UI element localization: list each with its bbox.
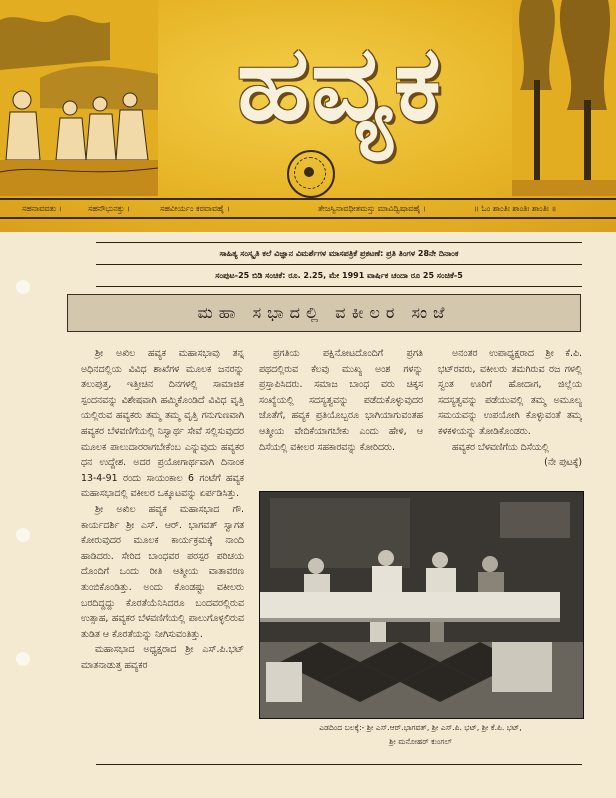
- meeting-photo: [259, 491, 584, 719]
- paragraph: ಪ್ರಗತಿಯ ಪಕ್ಷಿನೋಟದೊಂದಿಗೆ ಪ್ರಗತಿ ಪಥದಲ್ಲಿರುವ ಕೆಲವು ಮುಖ್ಯ ಅಂಶ ಗಳನ್ನು ಪ್ರಸ್ತಾಪಿಸಿದರು. ಸಮಾಜ ಬಾಂಧ ವರು ಚಿಕ್ಕಸ ಸಂಖ್ಯೆಯಲ್ಲಿ ಸದಸ್ಯತ್ವವನ್ನು ಪಡೆದುಕೊಳ್ಳುವುದರ ಜೊತೆಗೆ, ಹವ್ಯಕ ಪ್ರತಿಯೊಬ್ಬರೂ ಭಾಗಿಯಾಗುವಂತಹ ಆತ್ಮೀಯ ವೇದಿಕೆಯಾಗಬೇಕು ಎಂದು ಹೇಳಿ, ಆ ದಿಸೆಯಲ್ಲಿ ವಕೀಲರ ಸಹಕಾರವನ್ನು ಕೋರಿದರು.: [259, 348, 423, 453]
- trees-illustration: [512, 0, 616, 196]
- motto-part-3: ಸಹವೀರ್ಯಂ ಕರವಾವಹೈ ।: [160, 204, 230, 213]
- paragraph: ಶ್ರೀ ಅಖಿಲ ಹವ್ಯಕ ಮಹಾಸಭಾದ ಗೌ. ಕಾರ್ಯದರ್ಶಿ ಶ್ರೀ ಎಸ್. ಆರ್. ಭಾಗವತ್ ಸ್ವಾಗತ ಕೋರುವುದರ ಮೂಲಕ ಕಾರ್ಯಕ್ರಮಕ್ಕೆ ನಾಂದಿ ಹಾಡಿದರು. ಸೇರಿದ ಬಾಂಧವರ ಪರಸ್ಪರ ಪರಿಚಯ ದೊಂದಿಗೆ ಒಂದು ರೀತಿ ಆತ್ಮೀಯ ವಾತಾವರಣ ತುಂಬಿಕೊಂಡಿತ್ತು. ಅಂದು ಕೊಂಡಷ್ಟು ವಕೀಲರು ಬರದಿದ್ದದ್ದು ಕೊರತೆಯೆನಿಸಿದರೂ ಬಂದವರಲ್ಲಿರುವ ಉತ್ಸಾಹ, ಹವ್ಯಕರ ಬೆಳವಣಿಗೆಯಲ್ಲಿ ಪಾಲುಗೊಳ್ಳಲಿರುವ ತುಡಿತ ಆ ಕೊರತೆಯನ್ನು ನೀಗಿಸುವಂತಿತ್ತು.: [81, 503, 244, 640]
- bottom-rule: [96, 764, 582, 765]
- paragraph: ಹವ್ಯಕರ ಬೆಳವಣಿಗೆಯ ದಿಸೆಯಲ್ಲಿ: [452, 441, 549, 453]
- article-column-3: [438, 346, 582, 486]
- paragraph: ಶ್ರೀ ಅಖಿಲ ಹವ್ಯಕ ಮಹಾಸಭಾವು ತನ್ನ ಅಧಿನದಲ್ಲಿಯ ವಿವಿಧ ಶಾಖೆಗಳ ಮೂಲಕ ಜನರನ್ನು ತಲುಪುತ್ತ, ಇತ್ತೀಚಿನ ದಿನಗಳಲ್ಲಿ ಸಾಮಾಜಿಕ ಸ್ಪಂದನವನ್ನು ವಿಶೇಷವಾಗಿ ಹಮ್ಮಿಕೊಂಡಿದೆ ವಿವಿಧ ವೃತ್ತಿ ಯಲ್ಲಿರುವ ಹವ್ಯಕರು ತಮ್ಮ ತಮ್ಮ ವೃತ್ತಿ ಗನುಗುಣವಾಗಿ ಹವ್ಯಕರ ಬೆಳವಣಿಗೆಯಲ್ಲಿ ನಿಸ್ವಾರ್ಥ ಸೇವೆ ಸಲ್ಲಿಸುವುದರ ಮೂಲಕ ಪಾಲುದಾರರಾಗಬೇಕೆಂಬ ಎನ್ನುವುದು ಹವ್ಯಕರ ಧನ ಉದ್ದೇಶ. ಅದರ ಪ್ರಯೋಗಾರ್ಥವಾಗಿ ದಿನಾಂಕ 13-4-91 ರಂದು ಸಾಯಂಕಾಲ 6 ಗಂಟೆಗೆ ಹವ್ಯಕ ಮಹಾಸಭಾದಲ್ಲಿ ವಕೀಲರ ಒಕ್ಕೂಟವನ್ನು ಏರ್ಪಡಿಸಿತ್ತು.: [81, 348, 244, 500]
- punch-hole: [16, 280, 30, 294]
- article-column-2: [259, 346, 423, 486]
- motto-part-4: ತೇಜಸ್ವಿನಾವಧೀತಮಸ್ತು ಮಾವಿದ್ವಿಷಾವಹೈ ।: [318, 204, 427, 213]
- article-column-1: [81, 346, 244, 726]
- motto-part-2: ಸಹನೌಭುನಕ್ತು ।: [88, 204, 131, 213]
- issue-info: ಸಂಪುಟ-25 ಬಿಡಿ ಸಂಚಿಕೆ: ರೂ. 2.25, ಮೇ 1991 ವಾರ್ಷಿಕ ಚಂದಾ ರೂ 25 ಸಂಚಿಕೆ-5: [215, 271, 463, 280]
- info-bottom-rule: [96, 286, 582, 287]
- punch-hole: [16, 528, 30, 542]
- sages-illustration: [0, 0, 158, 196]
- society-seal: [287, 150, 335, 198]
- motto-part-5: ॥ ಓಂ ಶಾಂತಿಃ ಶಾಂತಿಃ ಶಾಂತಿಃ ॥: [474, 204, 557, 213]
- masthead: [0, 0, 616, 232]
- caption-line-2: ಶ್ರೀ ಮನೋಹರ್ ಕುಂಗಲ್: [389, 737, 452, 746]
- info-middle-rule: [96, 264, 582, 265]
- photo-caption: [259, 721, 582, 749]
- punch-hole: [16, 652, 30, 666]
- article-headline: ಮಹಾ ಸಭಾದಲ್ಲಿ ವಕೀಲರ ಸಂಜೆ: [67, 294, 581, 332]
- motto-bottom-rule: [0, 217, 616, 219]
- continued-note: (ನೇ ಪುಟಕ್ಕೆ): [544, 457, 582, 469]
- magazine-title: ಹವ್ಯಕ: [237, 21, 443, 144]
- paragraph: ಮಹಾಸಭಾದ ಅಧ್ಯಕ್ಷರಾದ ಶ್ರೀ ಎಸ್.ಪಿ.ಭಟ್ ಮಾತನಾಡುತ್ತ ಹವ್ಯಕರ: [81, 644, 244, 671]
- caption-line-1: ಎಡದಿಂದ ಬಲಕ್ಕೆ:- ಶ್ರೀ ಎಸ್.ಆರ್.ಭಾಗವತ್, ಶ್ರೀ ಎಸ್.ಪಿ. ಭಟ್, ಶ್ರೀ ಕೆ.ಪಿ. ಭಟ್,: [319, 723, 522, 732]
- info-top-rule: [96, 242, 582, 243]
- paragraph: ಅನಂತರ ಉಪಾಧ್ಯಕ್ಷರಾದ ಶ್ರೀ ಕೆ.ಪಿ. ಭಟ್‌ರವರು, ವಕೀಲರು ತಮಗಿರುವ ರಜ ಗಳಲ್ಲಿ ಸ್ವಂತ ಊರಿಗೆ ಹೋದಾಗ, ಜಿಲ್ಲೆಯ ಸದಸ್ಯತ್ವವನ್ನು ಪಡೆಯುವಲ್ಲಿ ತಮ್ಮ ಅಮೂಲ್ಯ ಸಮಯವನ್ನು ಉಪಯೋಗಿ ಕೊಳ್ಳುವಂತೆ ತಮ್ಮ ಕಳಕಳಿಯನ್ನು ತೋಡಿಕೊಂಡರು.: [438, 348, 582, 437]
- publication-info: ಸಾಹಿತ್ಯ ಸಂಸ್ಕೃತಿ ಕಲೆ ವಿಜ್ಞಾನ ವಿಮರ್ಶೆಗಳ ಮಾಸಪತ್ರಿಕೆ ಪ್ರಕಟಣೆ: ಪ್ರತಿ ತಿಂಗಳ 28ನೇ ದಿನಾಂಕ: [219, 249, 459, 258]
- motto-top-rule: [0, 198, 616, 200]
- motto-part-1: ಸಹನಾವವತು ।: [22, 204, 62, 213]
